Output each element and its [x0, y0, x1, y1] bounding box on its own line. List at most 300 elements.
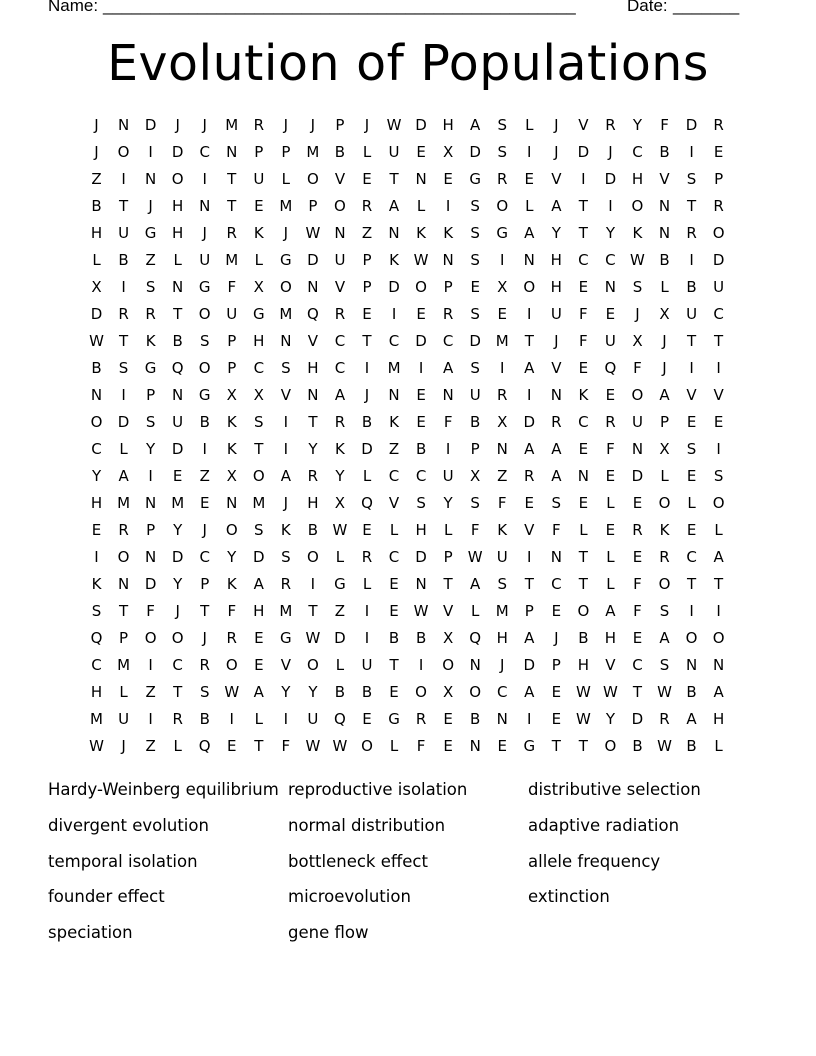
word-list-item: gene flow — [288, 923, 369, 943]
grid-letter: B — [118, 251, 129, 269]
grid-letter: C — [551, 575, 562, 593]
grid-letter: T — [254, 737, 264, 755]
grid-letter: Z — [388, 440, 400, 458]
grid-letter: G — [198, 278, 211, 296]
grid-row — [83, 436, 733, 463]
grid-letter: I — [445, 197, 451, 215]
grid-letter: M — [252, 494, 266, 512]
grid-letter: P — [281, 143, 291, 161]
grid-letter: B — [334, 143, 346, 161]
grid-letter: S — [497, 116, 507, 134]
grid-letter: D — [577, 143, 590, 161]
grid-letter: P — [659, 413, 670, 431]
grid-letter: I — [445, 440, 451, 458]
grid-letter: L — [714, 737, 723, 755]
grid-letter: E — [605, 305, 616, 323]
grid-letter: K — [226, 440, 237, 458]
grid-letter: L — [389, 737, 399, 755]
grid-letter: J — [283, 224, 289, 242]
grid-letter: M — [495, 332, 509, 350]
grid-letter: E — [416, 305, 426, 323]
grid-letter: U — [604, 332, 616, 350]
grid-letter: I — [527, 305, 532, 323]
grid-letter: C — [605, 251, 616, 269]
grid-letter: F — [443, 413, 453, 431]
grid-letter: M — [171, 494, 185, 512]
grid-letter: O — [306, 548, 319, 566]
grid-letter: H — [172, 224, 184, 242]
grid-letter: E — [254, 656, 264, 674]
grid-letter: L — [362, 575, 372, 593]
grid-letter: M — [117, 656, 131, 674]
grid-letter: V — [388, 494, 400, 512]
grid-letter: H — [172, 197, 184, 215]
grid-letter: X — [470, 467, 481, 485]
grid-letter: O — [712, 224, 725, 242]
grid-letter: X — [442, 143, 454, 161]
grid-letter: C — [334, 332, 346, 350]
grid-letter: W — [413, 251, 429, 269]
grid-letter: T — [118, 197, 129, 215]
grid-letter: R — [172, 710, 183, 728]
grid-letter: X — [632, 332, 643, 350]
grid-letter: O — [712, 494, 725, 512]
grid-letter: D — [685, 116, 698, 134]
grid-letter: B — [686, 737, 697, 755]
grid-letter: O — [171, 170, 184, 188]
grid-letter: P — [362, 278, 372, 296]
grid-letter: B — [361, 683, 373, 701]
grid-letter: U — [713, 278, 725, 296]
grid-letter: A — [524, 629, 535, 647]
grid-letter: N — [415, 170, 427, 188]
grid-letter: D — [415, 332, 427, 350]
grid-letter: N — [442, 251, 454, 269]
grid-letter: N — [388, 224, 400, 242]
grid-letter: E — [605, 386, 616, 404]
grid-letter: Z — [334, 602, 346, 620]
grid-letter: C — [388, 467, 400, 485]
grid-letter: W — [89, 332, 104, 350]
grid-letter: E — [497, 305, 507, 323]
grid-letter: K — [145, 332, 156, 350]
grid-letter: D — [631, 710, 644, 728]
grid-letter: O — [577, 602, 590, 620]
grid-letter: H — [550, 278, 562, 296]
grid-letter: B — [91, 197, 102, 215]
grid-row — [83, 382, 733, 409]
grid-letter: F — [579, 305, 588, 323]
grid-letter: F — [633, 575, 642, 593]
grid-letter: U — [631, 413, 643, 431]
grid-letter: C — [91, 656, 102, 674]
grid-letter: Y — [91, 467, 102, 485]
grid-letter: Z — [145, 683, 156, 701]
grid-letter: X — [442, 683, 454, 701]
grid-letter: E — [524, 494, 535, 512]
grid-letter: T — [686, 332, 697, 350]
grid-letter: P — [308, 197, 318, 215]
grid-letter: B — [172, 332, 183, 350]
grid-letter: D — [171, 143, 184, 161]
grid-letter: G — [334, 575, 346, 593]
grid-letter: T — [524, 332, 534, 350]
grid-letter: N — [172, 386, 184, 404]
grid-letter: J — [554, 332, 559, 350]
grid-letter: I — [121, 386, 126, 404]
grid-letter: T — [118, 332, 129, 350]
grid-letter: P — [335, 116, 345, 134]
grid-letter: A — [443, 359, 454, 377]
grid-letter: G — [144, 359, 157, 377]
grid-letter: B — [470, 413, 481, 431]
grid-letter: R — [361, 197, 373, 215]
grid-letter: E — [632, 548, 643, 566]
grid-letter: A — [659, 629, 670, 647]
grid-letter: E — [254, 197, 264, 215]
grid-letter: L — [525, 116, 534, 134]
grid-letter: B — [632, 737, 643, 755]
grid-letter: H — [90, 683, 103, 701]
grid-letter: E — [686, 467, 697, 485]
grid-letter: K — [253, 224, 264, 242]
grid-letter: I — [202, 170, 207, 188]
grid-row — [83, 409, 733, 436]
grid-letter: C — [388, 548, 400, 566]
grid-letter: A — [524, 440, 535, 458]
grid-letter: T — [227, 170, 237, 188]
grid-letter: E — [605, 467, 616, 485]
grid-letter: I — [148, 710, 153, 728]
grid-letter: C — [199, 548, 210, 566]
grid-letter: L — [173, 251, 182, 269]
grid-letter: F — [470, 521, 480, 539]
grid-letter: L — [416, 197, 426, 215]
grid-letter: D — [253, 548, 265, 566]
word-list-item: normal distribution — [288, 815, 446, 835]
grid-letter: W — [657, 737, 672, 755]
grid-letter: U — [686, 305, 698, 323]
grid-letter: T — [578, 737, 588, 755]
grid-letter: O — [279, 278, 292, 296]
grid-letter: Y — [605, 224, 615, 242]
grid-letter: I — [121, 278, 126, 296]
grid-letter: N — [307, 386, 319, 404]
grid-letter: T — [714, 575, 724, 593]
grid-letter: P — [470, 440, 480, 458]
grid-letter: O — [442, 656, 455, 674]
grid-letter: K — [443, 224, 454, 242]
grid-letter: Z — [199, 467, 210, 485]
word-list-item: adaptive radiation — [528, 815, 680, 835]
grid-letter: E — [605, 521, 616, 539]
grid-letter: N — [415, 575, 427, 593]
grid-letter: L — [714, 521, 723, 539]
grid-letter: E — [578, 440, 589, 458]
grid-letter: J — [554, 629, 559, 647]
grid-letter: R — [605, 116, 616, 134]
grid-letter: E — [389, 683, 399, 701]
grid-letter: H — [90, 224, 103, 242]
grid-letter: N — [90, 386, 103, 404]
grid-letter: E — [551, 710, 562, 728]
word-column — [288, 777, 528, 956]
grid-letter: A — [551, 197, 562, 215]
grid-letter: D — [415, 548, 427, 566]
grid-letter: T — [632, 683, 643, 701]
grid-letter: F — [227, 602, 237, 620]
grid-letter: V — [605, 656, 616, 674]
grid-letter: Y — [227, 548, 237, 566]
grid-letter: S — [199, 332, 210, 350]
grid-letter: O — [523, 278, 536, 296]
grid-letter: N — [496, 440, 508, 458]
grid-row — [83, 274, 733, 301]
grid-letter: W — [332, 521, 348, 539]
grid-letter: L — [254, 251, 263, 269]
grid-letter: L — [362, 467, 372, 485]
grid-letter: M — [279, 305, 293, 323]
grid-row — [83, 112, 733, 139]
grid-letter: S — [470, 251, 480, 269]
grid-letter: A — [524, 683, 535, 701]
grid-letter: A — [280, 467, 291, 485]
grid-letter: F — [281, 737, 291, 755]
grid-letter: R — [226, 224, 237, 242]
grid-letter: X — [659, 305, 670, 323]
grid-letter: C — [578, 413, 589, 431]
grid-letter: E — [362, 521, 372, 539]
grid-letter: R — [497, 170, 508, 188]
grid-letter: V — [307, 332, 319, 350]
grid-letter: J — [364, 116, 370, 134]
grid-letter: O — [415, 683, 427, 701]
grid-letter: W — [657, 683, 672, 701]
grid-letter: T — [362, 332, 372, 350]
grid-letter: I — [202, 440, 207, 458]
grid-letter: D — [631, 467, 644, 485]
grid-letter: Q — [334, 710, 346, 728]
grid-letter: A — [118, 467, 129, 485]
grid-letter: G — [144, 224, 157, 242]
word-list-item: distributive selection — [528, 780, 701, 799]
grid-letter: V — [659, 170, 670, 188]
grid-letter: S — [686, 170, 697, 188]
grid-letter: N — [307, 278, 319, 296]
grid-letter: N — [577, 467, 589, 485]
grid-letter: E — [362, 170, 372, 188]
grid-letter: W — [305, 737, 321, 755]
grid-letter: U — [172, 413, 184, 431]
grid-letter: Q — [171, 359, 184, 377]
grid-letter: E — [713, 143, 724, 161]
grid-letter: K — [416, 224, 426, 242]
grid-letter: X — [91, 278, 102, 296]
grid-letter: T — [578, 575, 588, 593]
grid-letter: U — [442, 467, 454, 485]
word-list-item: extinction — [528, 887, 610, 907]
grid-letter: P — [443, 548, 453, 566]
grid-letter: E — [551, 602, 562, 620]
word-list-item: founder effect — [48, 887, 165, 907]
grid-letter: H — [415, 521, 427, 539]
grid-letter: O — [225, 656, 238, 674]
grid-letter: I — [689, 602, 694, 620]
grid-letter: Y — [308, 440, 318, 458]
grid-letter: O — [685, 629, 698, 647]
grid-letter: N — [172, 278, 184, 296]
grid-letter: W — [467, 548, 483, 566]
grid-letter: T — [443, 575, 453, 593]
grid-letter: M — [225, 116, 239, 134]
grid-letter: O — [90, 413, 103, 431]
grid-letter: I — [500, 251, 505, 269]
grid-letter: V — [280, 386, 291, 404]
word-list-item: speciation — [48, 923, 133, 943]
grid-letter: G — [523, 737, 536, 755]
grid-row — [83, 247, 733, 274]
grid-letter: O — [144, 629, 157, 647]
grid-letter: H — [307, 494, 319, 512]
grid-letter: R — [659, 710, 670, 728]
grid-letter: J — [662, 332, 667, 350]
grid-letter: T — [173, 305, 183, 323]
grid-letter: E — [686, 521, 697, 539]
grid-letter: V — [334, 170, 346, 188]
grid-letter: L — [281, 170, 291, 188]
grid-letter: N — [658, 224, 671, 242]
grid-letter: D — [90, 305, 103, 323]
grid-letter: D — [171, 548, 184, 566]
grid-letter: Y — [308, 683, 318, 701]
grid-letter: F — [660, 116, 669, 134]
grid-letter: I — [391, 305, 397, 323]
grid-letter: E — [524, 170, 535, 188]
grid-letter: T — [524, 575, 534, 593]
grid-letter: P — [443, 278, 453, 296]
grid-letter: N — [334, 224, 346, 242]
grid-letter: N — [388, 386, 400, 404]
grid-letter: E — [632, 629, 643, 647]
grid-letter: D — [604, 170, 617, 188]
grid-letter: F — [416, 737, 426, 755]
grid-letter: P — [714, 170, 724, 188]
grid-letter: E — [172, 467, 183, 485]
grid-letter: D — [523, 413, 536, 431]
grid-letter: X — [497, 413, 508, 431]
grid-letter: T — [173, 683, 183, 701]
grid-letter: X — [226, 386, 237, 404]
grid-letter: A — [605, 602, 616, 620]
grid-letter: C — [334, 359, 346, 377]
grid-letter: K — [659, 521, 670, 539]
grid-letter: P — [524, 602, 534, 620]
grid-letter: H — [442, 116, 454, 134]
grid-letter: V — [713, 386, 724, 404]
grid-letter: G — [280, 629, 292, 647]
grid-letter: L — [579, 521, 588, 539]
grid-letter: D — [334, 629, 346, 647]
grid-row — [83, 220, 733, 247]
grid-letter: I — [364, 359, 370, 377]
grid-letter: J — [94, 116, 99, 134]
grid-letter: Q — [90, 629, 103, 647]
grid-letter: V — [551, 170, 562, 188]
grid-letter: N — [469, 656, 481, 674]
grid-letter: F — [552, 521, 561, 539]
grid-letter: F — [497, 494, 507, 512]
grid-letter: L — [443, 521, 453, 539]
date-label: Date: — [627, 0, 668, 15]
grid-letter: Q — [198, 737, 211, 755]
grid-row — [83, 463, 733, 490]
grid-letter: L — [606, 548, 615, 566]
grid-letter: Y — [443, 494, 453, 512]
grid-letter: Y — [281, 683, 291, 701]
grid-letter: K — [632, 224, 643, 242]
grid-letter: N — [226, 143, 238, 161]
grid-letter: V — [551, 359, 562, 377]
word-column — [48, 777, 288, 956]
grid-letter: L — [660, 467, 669, 485]
grid-letter: X — [334, 494, 346, 512]
grid-letter: J — [121, 737, 126, 755]
grid-letter: L — [525, 197, 534, 215]
grid-letter: E — [254, 629, 264, 647]
grid-letter: S — [470, 224, 480, 242]
grid-letter: R — [253, 116, 265, 134]
grid-letter: D — [388, 278, 400, 296]
grid-letter: Y — [146, 440, 156, 458]
grid-letter: N — [685, 656, 698, 674]
grid-letter: A — [388, 197, 400, 215]
grid-letter: B — [659, 143, 670, 161]
grid-letter: S — [470, 494, 480, 512]
grid-letter: D — [117, 413, 130, 431]
grid-letter: J — [202, 116, 207, 134]
grid-letter: U — [496, 548, 508, 566]
grid-letter: R — [334, 413, 346, 431]
grid-letter: U — [253, 170, 265, 188]
grid-letter: E — [578, 494, 589, 512]
grid-letter: B — [470, 710, 481, 728]
grid-letter: I — [689, 251, 694, 269]
grid-letter: B — [307, 521, 319, 539]
grid-letter: B — [578, 629, 589, 647]
grid-letter: N — [145, 494, 157, 512]
word-list-item: divergent evolution — [48, 815, 209, 835]
grid-letter: T — [686, 197, 697, 215]
grid-letter: V — [443, 602, 454, 620]
grid-letter: O — [117, 143, 130, 161]
grid-letter: I — [527, 143, 532, 161]
name-label: Name: — [48, 0, 99, 15]
grid-letter: R — [713, 197, 724, 215]
grid-letter: E — [551, 683, 562, 701]
grid-letter: S — [497, 575, 507, 593]
grid-letter: N — [550, 386, 562, 404]
grid-letter: U — [469, 386, 481, 404]
grid-letter: E — [389, 575, 399, 593]
grid-letter: M — [225, 251, 239, 269]
grid-letter: I — [364, 629, 370, 647]
grid-letter: R — [199, 656, 210, 674]
grid-letter: J — [635, 305, 640, 323]
grid-letter: U — [226, 305, 238, 323]
grid-letter: H — [712, 710, 725, 728]
grid-letter: I — [148, 656, 153, 674]
grid-letter: W — [575, 710, 591, 728]
